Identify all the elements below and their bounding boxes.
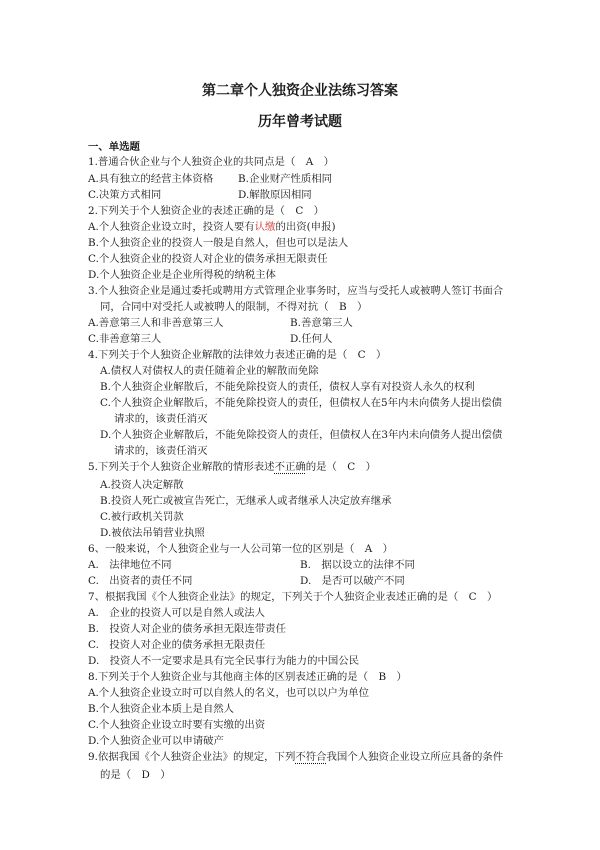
option-8a: A.个人独资企业设立时可以自然人的名义，也可以以户为单位 xyxy=(88,687,369,699)
question-1: 1.普通合伙企业与个人独资企业的共同点是（ A ） xyxy=(88,156,335,168)
option-8d: D.个人独资企业可以申请破产 xyxy=(88,735,224,747)
question-9-line-2: 的是（ D ） xyxy=(100,769,171,781)
option-3d: D.任何人 xyxy=(290,333,333,345)
question-3-line-2: 同，合同中对受托人或被聘人的限制，不得对抗（ B ） xyxy=(100,301,368,313)
question-2: 2.下列关于个人独资企业的表述正确的是（ C ） xyxy=(88,205,325,217)
section-heading: 一、单选题 xyxy=(88,141,140,153)
page-title: 第二章个人独资企业法练习答案 xyxy=(202,83,398,99)
option-4c-line-2: 请求的，该责任消灭 xyxy=(114,413,208,425)
question-8: 8.下列关于个人独资企业与其他商主体的区别表述正确的是（ B ） xyxy=(88,671,407,683)
option-3b: B.善意第三人 xyxy=(290,317,353,329)
question-5: 5.下列关于个人独资企业解散的情形表述不正确的是（ C ） xyxy=(88,461,377,473)
option-7b: B. 投资人对企业的债务承担无限连带责任 xyxy=(88,623,286,635)
question-3-line-1: 3.个人独资企业是通过委托或聘用方式管理企业事务时，应当与受托人或被聘人签订书面合 xyxy=(88,285,504,297)
option-6d: D. 是否可以破产不同 xyxy=(300,575,405,587)
option-2b: B.个人独资企业的投资人一般是自然人，但也可以是法人 xyxy=(88,237,349,249)
emphasis-text: 不符合 xyxy=(295,751,327,763)
page-subtitle: 历年曾考试题 xyxy=(258,114,342,130)
option-7a: A. 企业的投资人可以是自然人或法人 xyxy=(88,607,266,619)
option-4d-line-2: 请求的，该责任消灭 xyxy=(114,445,208,457)
option-5d: D.被依法吊销营业执照 xyxy=(100,527,205,539)
option-5c: C.被行政机关罚款 xyxy=(100,511,184,523)
option-1b: B.企业财产性质相同 xyxy=(238,173,333,185)
option-3a: A.善意第三人和非善意第三人 xyxy=(88,317,224,329)
option-1d: D.解散原因相同 xyxy=(238,189,312,201)
option-2a: A.个人独资企业设立时，投资人要有认缴的出资(申报) xyxy=(88,221,336,233)
option-5b: B.投资人死亡或被宣告死亡，无继承人或者继承人决定放弃继承 xyxy=(100,495,392,507)
option-8b: B.个人独资企业本质上是自然人 xyxy=(88,703,235,715)
question-7: 7、根据我国《个人独资企业法》的规定，下列关于个人独资企业表述正确的是（ C ） xyxy=(88,591,498,603)
option-2c: C.个人独资企业的投资人对企业的债务承担无限责任 xyxy=(88,253,328,265)
option-4b: B.个人独资企业解散后，不能免除投资人的责任，债权人享有对投资人永久的权利 xyxy=(100,381,475,393)
option-1c: C.决策方式相同 xyxy=(88,189,162,201)
option-6b: B. 据以设立的法律不同 xyxy=(300,559,415,571)
highlight-text: 认缴 xyxy=(254,221,276,233)
question-9-line-1: 9.依据我国《个人独资企业法》的规定，下列不符合我国个人独资企业设立所应具备的条件 xyxy=(88,751,504,763)
option-4d-line-1: D.个人独资企业解散后，不能免除投资人的责任，但债权人在3年内未向债务人提出偿债 xyxy=(100,429,503,441)
option-6a: A. 法律地位不同 xyxy=(88,559,172,571)
option-8c: C.个人独资企业设立时要有实缴的出资 xyxy=(88,719,266,731)
option-4c-line-1: C.个人独资企业解散后，不能免除投资人的责任，但债权人在5年内未向债务人提出偿债 xyxy=(100,397,502,409)
option-2d: D.个人独资企业是企业所得税的纳税主体 xyxy=(88,269,276,281)
option-7d: D. 投资人不一定要求是具有完全民事行为能力的中国公民 xyxy=(88,655,360,667)
emphasis-text: 不正确 xyxy=(274,461,306,473)
option-5a: A.投资人决定解散 xyxy=(100,479,184,491)
option-3c: C.非善意第三人 xyxy=(88,333,162,345)
question-6: 6、一般来说，个人独资企业与一人公司第一位的区别是（ A ） xyxy=(88,543,394,555)
question-4: 4.下列关于个人独资企业解散的法律效力表述正确的是（ C ） xyxy=(88,349,387,361)
option-1a: A.具有独立的经营主体资格 xyxy=(88,173,214,185)
option-7c: C. 投资人对企业的债务承担无限责任 xyxy=(88,639,266,651)
option-6c: C. 出资者的责任不同 xyxy=(88,575,193,587)
option-4a: A.债权人对债权人的责任随着企业的解散而免除 xyxy=(100,365,319,377)
